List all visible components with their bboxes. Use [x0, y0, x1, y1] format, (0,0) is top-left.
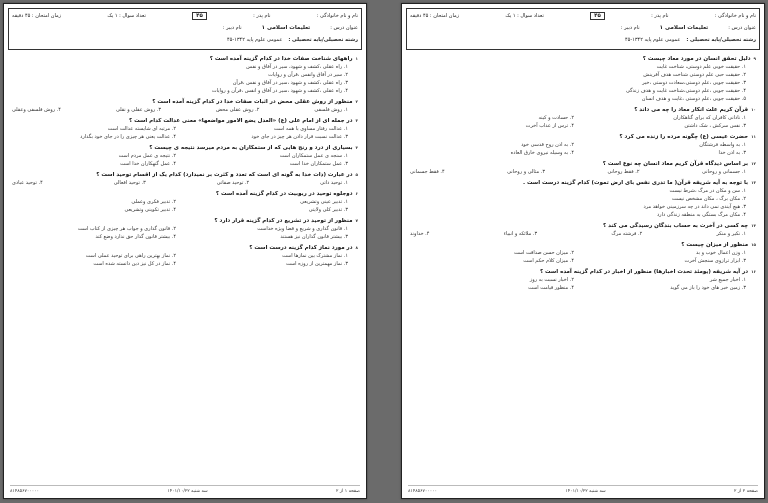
header-badge: ۴۵: [590, 12, 605, 20]
question-text: منظور از روش عقلی محض در اثبات صفات خدا در کدام گزینه آمده است ؟: [152, 99, 353, 105]
options-group: [12, 198, 358, 214]
answer-option: ۴. خداوند: [410, 231, 430, 237]
answer-option: ۱. سن و مکان در مرگ ،شرط نیست: [669, 188, 746, 194]
answer-option: ۲. حقیقت حبی علم دوستی شناخت هدف آفرینش: [643, 72, 746, 78]
question-number: ۸: [355, 245, 358, 250]
header-name-field: نام و نام خانوادگی :: [714, 12, 756, 19]
answer-option: ۳. عمل ستمکاران خدا است: [289, 161, 348, 167]
footer-page-number: صفحه ۲ از ۲: [734, 488, 758, 494]
options-group: [12, 125, 358, 141]
header-exam-time: زمان امتحان : ۴۵ دقیقه: [410, 12, 460, 19]
answer-option: ۱. قانون گذاری و شریع و قضا ویژه خداست: [257, 226, 348, 232]
exam-page-2: [401, 3, 765, 499]
answer-option: ۱. روش فلسفی: [314, 107, 348, 113]
answer-option: ۳. نماز مهمترین از روزه است: [286, 261, 348, 267]
question-text: دوجلوه توحید در ربوبیت در کدام گزینه آمده است ؟: [215, 191, 353, 197]
answer-option: ۲. نماز بهترین راهی برای توحید عملی است: [85, 253, 176, 259]
answer-option: ۳. زمین خبر های خود را باز می گوید: [670, 285, 746, 291]
answer-option: ۱. عدالت رفتار مساوی با همه است: [273, 126, 348, 132]
options-group: [12, 106, 358, 114]
header-row-2: [12, 23, 358, 32]
answer-option: ۳. بیشتر قانون گذاران نیز هستند: [280, 234, 348, 240]
options-group: [410, 230, 756, 238]
header-badge: ۴۵: [192, 12, 207, 20]
answer-option: ۱. سنجه ی عمل ستمکاران است: [279, 153, 348, 159]
header-row-3: [12, 35, 358, 44]
question-block: [410, 105, 756, 130]
question-text: منظور از توحید در تشریع در کدام گزینه قرار دارد ؟: [214, 218, 353, 224]
question-number: ۳: [355, 118, 358, 123]
question-title: [12, 170, 358, 179]
page-footer: [408, 485, 758, 496]
answer-option: ۲. مکان برگ ، مکان مشخص نیست: [671, 196, 746, 202]
answer-option: ۳. ملائکه و انبیاء: [503, 231, 538, 237]
questions-body: [410, 54, 756, 484]
question-number: ۱۱: [751, 134, 756, 139]
question-number: ۱: [355, 56, 358, 61]
answer-option: ۳. تدبیر کلی ولایتی: [308, 207, 348, 213]
answer-option: ۴. عدالت یعنی هر چیزی را در جای خود بگذارد: [80, 134, 176, 140]
options-group: [12, 252, 358, 268]
answer-option: ۴. تدبیر تکوینی وتشریعی: [124, 207, 176, 213]
header-subject-label: عنوان درس :: [330, 24, 358, 31]
question-block: [12, 116, 358, 141]
options-group: [12, 179, 358, 187]
options-group: [410, 276, 756, 292]
question-number: ۴: [355, 145, 358, 150]
question-block: [410, 178, 756, 219]
footer-date: سه شنبه ۱۴۰۱/۱۰/۲۲: [167, 488, 208, 494]
footer-code: ۸۱۴۸۵۶۷۰۰۰۰۰: [10, 488, 40, 494]
question-text: بر اساس دیدگاه قرآن کریم معاد انسان چه نوع است ؟: [602, 161, 749, 167]
options-group: [410, 141, 756, 157]
answer-option: ۳. مثالی و روحانی: [507, 169, 545, 175]
questions-body: [12, 54, 358, 484]
answer-option: ۴. عمل گنهکاران خدا است: [120, 161, 176, 167]
question-title: [410, 240, 756, 249]
answer-option: ۱. حقیقت خوبی علم دوستی، شناخت غایت: [656, 64, 746, 70]
question-block: [12, 243, 358, 268]
question-text: دلیل تحقق انسان در مورد معاد چیست ؟: [642, 56, 751, 62]
question-number: ۱۲: [751, 161, 756, 166]
question-title: [12, 143, 358, 152]
question-block: [410, 240, 756, 265]
question-text: چه کسی در آخرت به حساب بندگان رسیدگی می کند ؟: [602, 223, 749, 229]
answer-option: ۱. به واسطه فرشتگان: [699, 142, 746, 148]
answer-option: ۲. تدبیر فکری وعملی: [131, 199, 176, 205]
exam-header: [8, 8, 362, 50]
question-title: [410, 221, 756, 230]
footer-page-number: صفحه ۱ از ۲: [336, 488, 360, 494]
options-group: [12, 152, 358, 168]
header-row-3: [410, 35, 756, 44]
answer-option: ۱. توحید ذاتی: [320, 180, 348, 186]
answer-option: ۱. نکیر و منکر: [716, 231, 746, 237]
question-block: [410, 267, 756, 292]
answer-option: ۳. نفس سرکش ، شک داشتن: [684, 123, 746, 129]
answer-option: ۳. هیچ آیندی نمی داند در چه سرزمینی خواهد مرد: [643, 204, 746, 210]
question-text: در جمله ای از امام علی (ع) «العدل یضع الامور مواضعها» معنی عدالت کدام است ؟: [129, 118, 353, 124]
answer-option: ۴. حقیقت جویی ،علم دوستی،شناخت غایت و هدف زندگی: [626, 88, 746, 94]
answer-option: ۱. جسمانی و روحانی: [702, 169, 746, 175]
question-text: بسیاری از درد و رنج هایی که از ستمکاران به مردم میرسد نتیجه ی چیست ؟: [149, 145, 353, 151]
header-father-field: نام پدر :: [651, 12, 669, 19]
question-number: ۱۶: [751, 269, 756, 274]
question-title: [12, 216, 358, 225]
question-title: [410, 159, 756, 168]
question-text: منظور از میزان چیست ؟: [681, 242, 749, 248]
exam-header: [406, 8, 760, 50]
answer-option: ۲. توحید صفاتی: [216, 180, 250, 186]
question-text: با توجه به آیه شریفه قرآن( ما تدری نفس بای ارض تموت) کدام گزینه درست است .: [522, 180, 749, 186]
question-block: [410, 221, 756, 238]
answer-option: ۲. مرتبه ای شایسته عدالت است: [107, 126, 176, 132]
question-title: [410, 178, 756, 187]
answer-option: ۳. به اذن خدا: [718, 150, 746, 156]
answer-option: ۲. میزان حسن صداقت است: [513, 250, 574, 256]
answer-option: ۴. راه عقلی ،کشف و شهود ،سیر در آفاق و انفس ،قرآن و روایات: [211, 88, 348, 94]
question-title: [12, 97, 358, 106]
header-teacher-field: نام دبیر :: [620, 24, 640, 31]
header-row-1: [410, 11, 756, 20]
answer-option: ۱. نادانی کافران که برای گناهکاران: [673, 115, 746, 121]
answer-option: ۳. عدالت نسبت قرار دادن هر چیز در جای خود: [251, 134, 348, 140]
question-number: ۶: [355, 191, 358, 196]
answer-option: ۴. به وسیله نیروی خارق العاده: [510, 150, 574, 156]
question-block: [410, 159, 756, 176]
exam-page-1: [3, 3, 367, 499]
question-block: [410, 132, 756, 157]
answer-option: ۴. ترس از عذاب آخرت: [525, 123, 574, 129]
question-number: ۲: [355, 99, 358, 104]
question-block: [12, 97, 358, 114]
answer-option: ۴. توحید عبادی: [12, 180, 43, 186]
answer-option: ۳. روش عقلی و نقلی: [115, 107, 162, 113]
answer-option: ۲. حسادت و کینه: [538, 115, 574, 121]
question-title: [410, 132, 756, 141]
options-group: [12, 63, 358, 95]
header-row-2: [410, 23, 756, 32]
answer-option: ۵. حقیقت جویی ،علم دوستی ،غایت و هدف انسان: [641, 96, 746, 102]
options-group: [410, 249, 756, 265]
question-text: راههای شناخت صفات خدا در کدام گزینه آمده است ؟: [209, 56, 353, 62]
header-major-label: رشته تحصیلی/پایه تحصیلی :: [686, 36, 756, 43]
options-group: [410, 187, 756, 219]
answer-option: ۱. وزن اعمال خوب و بد: [696, 250, 746, 256]
header-teacher-field: نام دبیر :: [222, 24, 242, 31]
header-question-count: تعداد سوال : ۱ یک: [505, 12, 544, 19]
question-number: ۹: [753, 56, 756, 61]
answer-option: ۴. میزان کلام حکم است: [523, 258, 574, 264]
header-exam-time: زمان امتحان : ۴۵ دقیقه: [12, 12, 62, 19]
header-subject-label: عنوان درس :: [728, 24, 756, 31]
answer-option: ۲. فرشته مرگ: [611, 231, 643, 237]
header-subject: تعلیمات اسلامی ۱: [659, 24, 709, 31]
answer-option: ۲. به اذن روح قدسی خود: [521, 142, 574, 148]
answer-option: ۳. حقیقت جویی ،علم دوستی،سعادت دوستی ،خیر: [642, 80, 746, 86]
header-father-field: نام پدر :: [253, 12, 271, 19]
question-title: [12, 54, 358, 63]
footer-code: ۸۱۴۸۵۶۷۰۰۰۰۰: [408, 488, 438, 494]
question-text: در عبارت (ذات خدا به گونه ای است که تعدد و کثرت بر نمیدارد) کدام یک از اقسام توحید است ؟: [96, 172, 353, 178]
question-block: [12, 170, 358, 187]
question-title: [410, 267, 756, 276]
question-number: ۱۴: [751, 223, 756, 228]
header-major-value: عمومی علوم پایه ۱۳۴۲-۴۵: [624, 36, 681, 43]
header-major-value: عمومی علوم پایه ۱۳۴۲-۴۵: [226, 36, 283, 43]
answer-option: ۲. سیر در آفاق وانفس ،قرآن و روایات: [268, 72, 348, 78]
question-number: ۷: [355, 218, 358, 223]
question-title: [410, 105, 756, 114]
answer-option: ۱. نماز مشترک بین نمازها است: [282, 253, 348, 259]
answer-option: ۲. نتیجه ی عمل مردم است: [118, 153, 176, 159]
answer-option: ۲. قانون گذاری و جواب هر چیزی از کتاب است: [77, 226, 176, 232]
answer-option: ۴. بیشتر قانون گذار حق ندارد وضع کند: [95, 234, 176, 240]
question-block: [12, 54, 358, 95]
answer-option: ۱. راه عقلی ،کشف و شهود، سیر در آفاق و نفس: [246, 64, 348, 70]
options-group: [410, 63, 756, 103]
answer-option: ۴. منظور قیامت است: [528, 285, 574, 291]
answer-option: ۲. اخبار نسبت به روز: [529, 277, 574, 283]
answer-option: ۳. توحید افعالی: [113, 180, 146, 186]
answer-option: ۴. فقط جسمانی: [410, 169, 445, 175]
question-block: [12, 216, 358, 241]
question-number: ۱۵: [751, 242, 756, 247]
header-subject: تعلیمات اسلامی ۱: [261, 24, 311, 31]
answer-option: ۱. اخبار جمیع شر: [709, 277, 746, 283]
question-text: در آیه شریفه (یومئذ تحدث اخبارها) منظور از اخبار در کدام گزینه آمده است ؟: [539, 269, 749, 275]
question-text: در مورد نماز کدام گزینه درست است ؟: [249, 245, 353, 251]
question-title: [12, 243, 358, 252]
options-group: [410, 114, 756, 130]
header-major-label: رشته تحصیلی/پایه تحصیلی :: [288, 36, 358, 43]
question-block: [12, 143, 358, 168]
question-text: قرآن کریم علت انکار معاد را چه می داند ؟: [634, 107, 749, 113]
question-number: ۱۰: [751, 107, 756, 112]
page-footer: [10, 485, 360, 496]
header-row-1: [12, 11, 358, 20]
answer-option: ۱. تدبیر عینی وتشریعی: [300, 199, 348, 205]
question-number: ۵: [355, 172, 358, 177]
question-title: [410, 54, 756, 63]
answer-option: ۲. فقط روحانی: [607, 169, 640, 175]
question-title: [12, 189, 358, 198]
answer-option: ۳. راه عقلی ،کشف و شهود ،سیر در آفاق و نفس ،قرآن: [232, 80, 348, 86]
options-group: [410, 168, 756, 176]
answer-option: ۳. ابزار ترازوی سنجش آخرت: [684, 258, 746, 264]
header-question-count: تعداد سوال : ۱ یک: [107, 12, 146, 19]
question-block: [12, 189, 358, 214]
footer-date: سه شنبه ۱۴۰۱/۱۰/۲۲: [565, 488, 606, 494]
answer-option: ۴. مکان مرگ بستگی به منطقه زندگی دارد: [656, 212, 746, 218]
answer-option: ۴. نماز در کل نیز دین دانسته شده است: [93, 261, 176, 267]
answer-option: ۲. روش عقلی محض: [216, 107, 260, 113]
question-text: حضرت عیسی (ع) چگونه مرده را زنده می کرد ؟: [619, 134, 749, 140]
question-block: [410, 54, 756, 103]
options-group: [12, 225, 358, 241]
header-name-field: نام و نام خانوادگی :: [316, 12, 358, 19]
answer-option: ۴. روش فلسفی وعقلی: [12, 107, 61, 113]
question-title: [12, 116, 358, 125]
question-number: ۱۳: [751, 180, 756, 185]
